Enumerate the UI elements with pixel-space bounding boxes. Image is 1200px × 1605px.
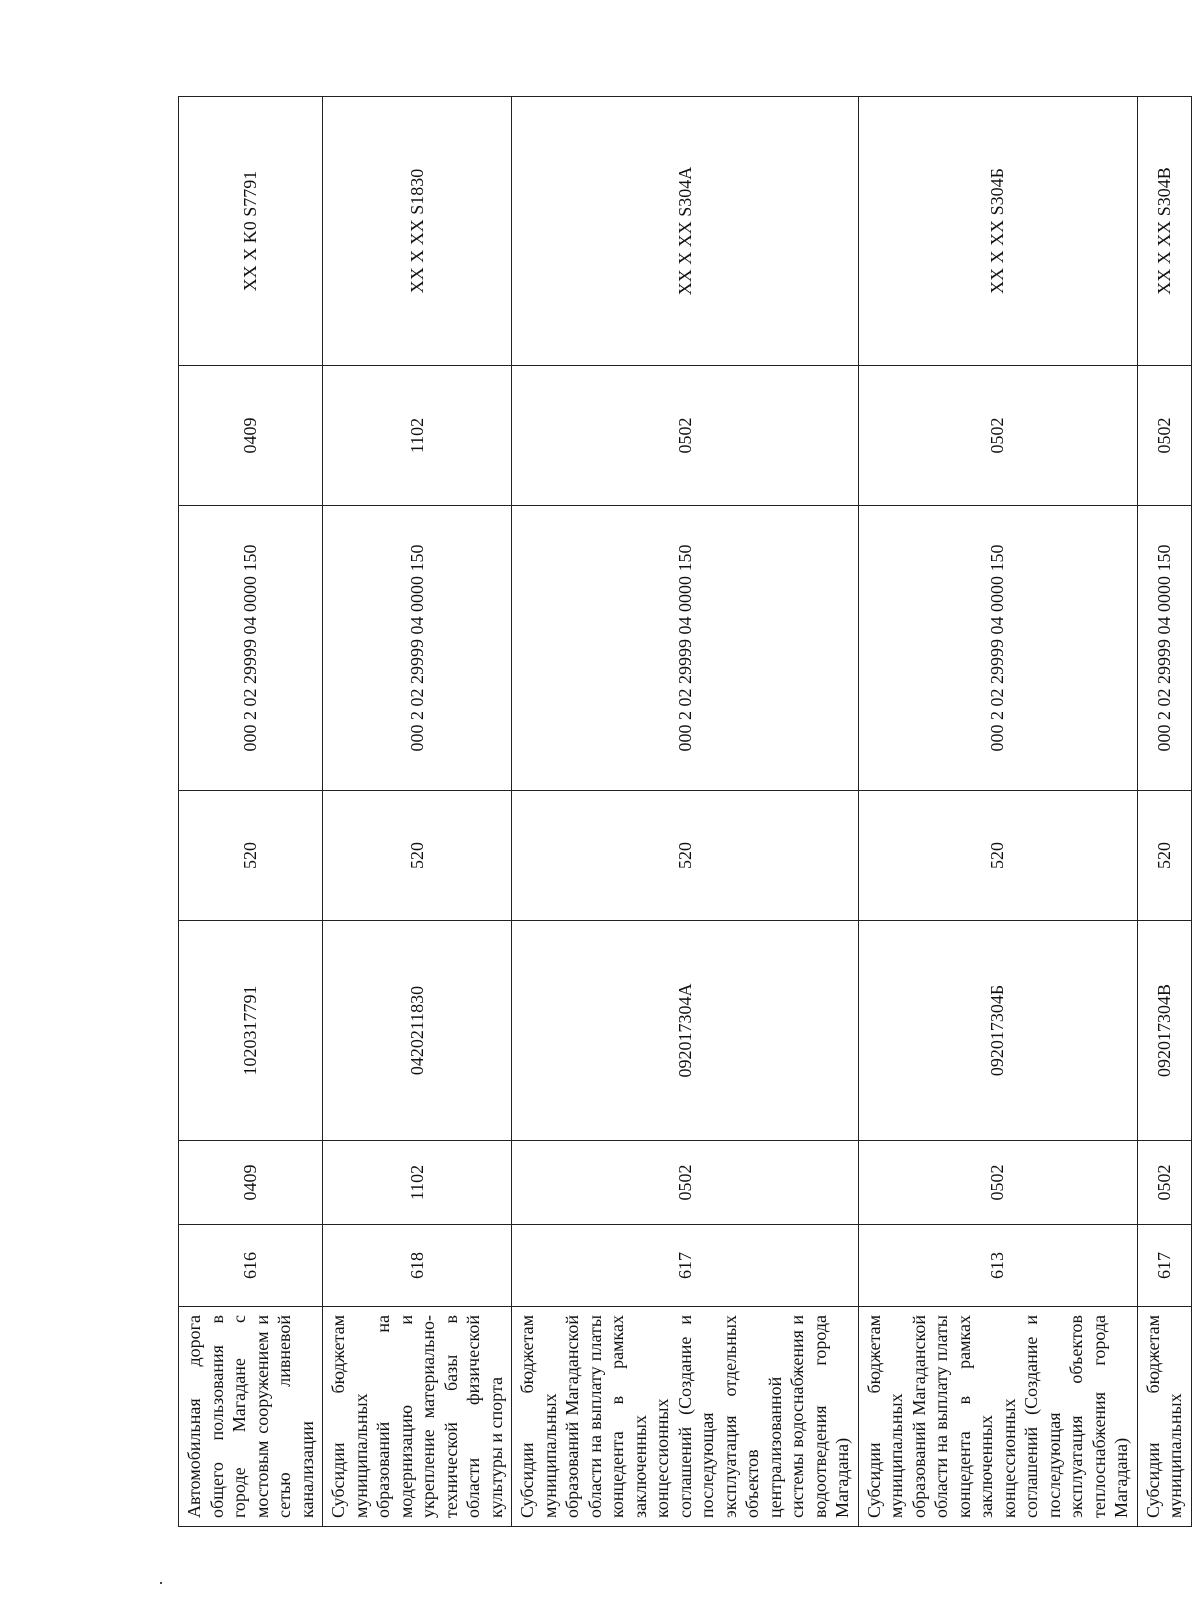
cell-income-code: 000 2 02 29999 04 0000 150 (512, 506, 859, 791)
table-row (512, 97, 859, 1527)
budget-table (178, 96, 1192, 1527)
row-description: Субсидии бюджетам муниципальных образований Магаданской области на выплату платы концедента в рамках заключенных концессионных соглашений (Создание и последующая эксплуатация объектов теплоснабжения города Магадана) (858, 1307, 1137, 1527)
cell-target-article-2: XX X XX S1830 (323, 97, 512, 366)
row-description: Субсидии бюджетам муниципальных образований Магаданской области на выплату платы концедента в рамках заключенных концессионных соглашений (Создание и последующая эксплуатация отдельных объектов централизованной системы водоснабжения и водоотведения города Магадана) (512, 1307, 859, 1527)
cell-code: 613 (858, 1225, 1137, 1307)
cell-target-article: 0420211830 (323, 921, 512, 1141)
cell-target-article-2: XX X XX S304Б (858, 97, 1137, 366)
rotated-page-content (178, 97, 1185, 1527)
cell-target-article: 092017304Б (858, 921, 1137, 1141)
cell-income-code: 000 2 02 29999 04 0000 150 (1137, 506, 1191, 791)
table-row (858, 97, 1137, 1527)
cell-expense-type: 520 (323, 791, 512, 921)
cell-section-2: 0502 (512, 366, 859, 506)
cell-code: 617 (1137, 1225, 1191, 1307)
cell-expense-type: 520 (1137, 791, 1191, 921)
cell-section: 0409 (179, 1141, 323, 1225)
cell-expense-type: 520 (179, 791, 323, 921)
cell-income-code: 000 2 02 29999 04 0000 150 (179, 506, 323, 791)
cell-section: 0502 (512, 1141, 859, 1225)
row-description: Автомобильная дорога общего пользования в городе Магадане с мостовым сооружением и сетью ливневой канализации (179, 1307, 323, 1527)
row-description: Субсидии бюджетам муниципальных (1137, 1307, 1191, 1527)
cell-section-2: 0409 (179, 366, 323, 506)
cell-section: 0502 (1137, 1141, 1191, 1225)
cell-section-2: 0502 (858, 366, 1137, 506)
cell-income-code: 000 2 02 29999 04 0000 150 (858, 506, 1137, 791)
cell-expense-type: 520 (858, 791, 1137, 921)
cell-code: 617 (512, 1225, 859, 1307)
cell-section-2: 1102 (323, 366, 512, 506)
cell-target-article-2: XX X XX S304A (512, 97, 859, 366)
cell-expense-type: 520 (512, 791, 859, 921)
cell-target-article-2: XX X XX S304В (1137, 97, 1191, 366)
cell-income-code: 000 2 02 29999 04 0000 150 (323, 506, 512, 791)
row-description: Субсидии бюджетам муниципальных образований на модернизацию и укрепление материально-технической базы в области физической культуры и спорта (323, 1307, 512, 1527)
cell-target-article: 092017304А (512, 921, 859, 1141)
cell-section-2: 0502 (1137, 366, 1191, 506)
cell-target-article: 1020317791 (179, 921, 323, 1141)
cell-target-article-2: XX X K0 S7791 (179, 97, 323, 366)
table-row (179, 97, 323, 1527)
cell-section: 0502 (858, 1141, 1137, 1225)
cell-code: 616 (179, 1225, 323, 1307)
cell-section: 1102 (323, 1141, 512, 1225)
table-row (1137, 97, 1191, 1527)
cell-code: 618 (323, 1225, 512, 1307)
table-row (323, 97, 512, 1527)
scan-speck (160, 1582, 162, 1584)
cell-target-article: 092017304В (1137, 921, 1191, 1141)
